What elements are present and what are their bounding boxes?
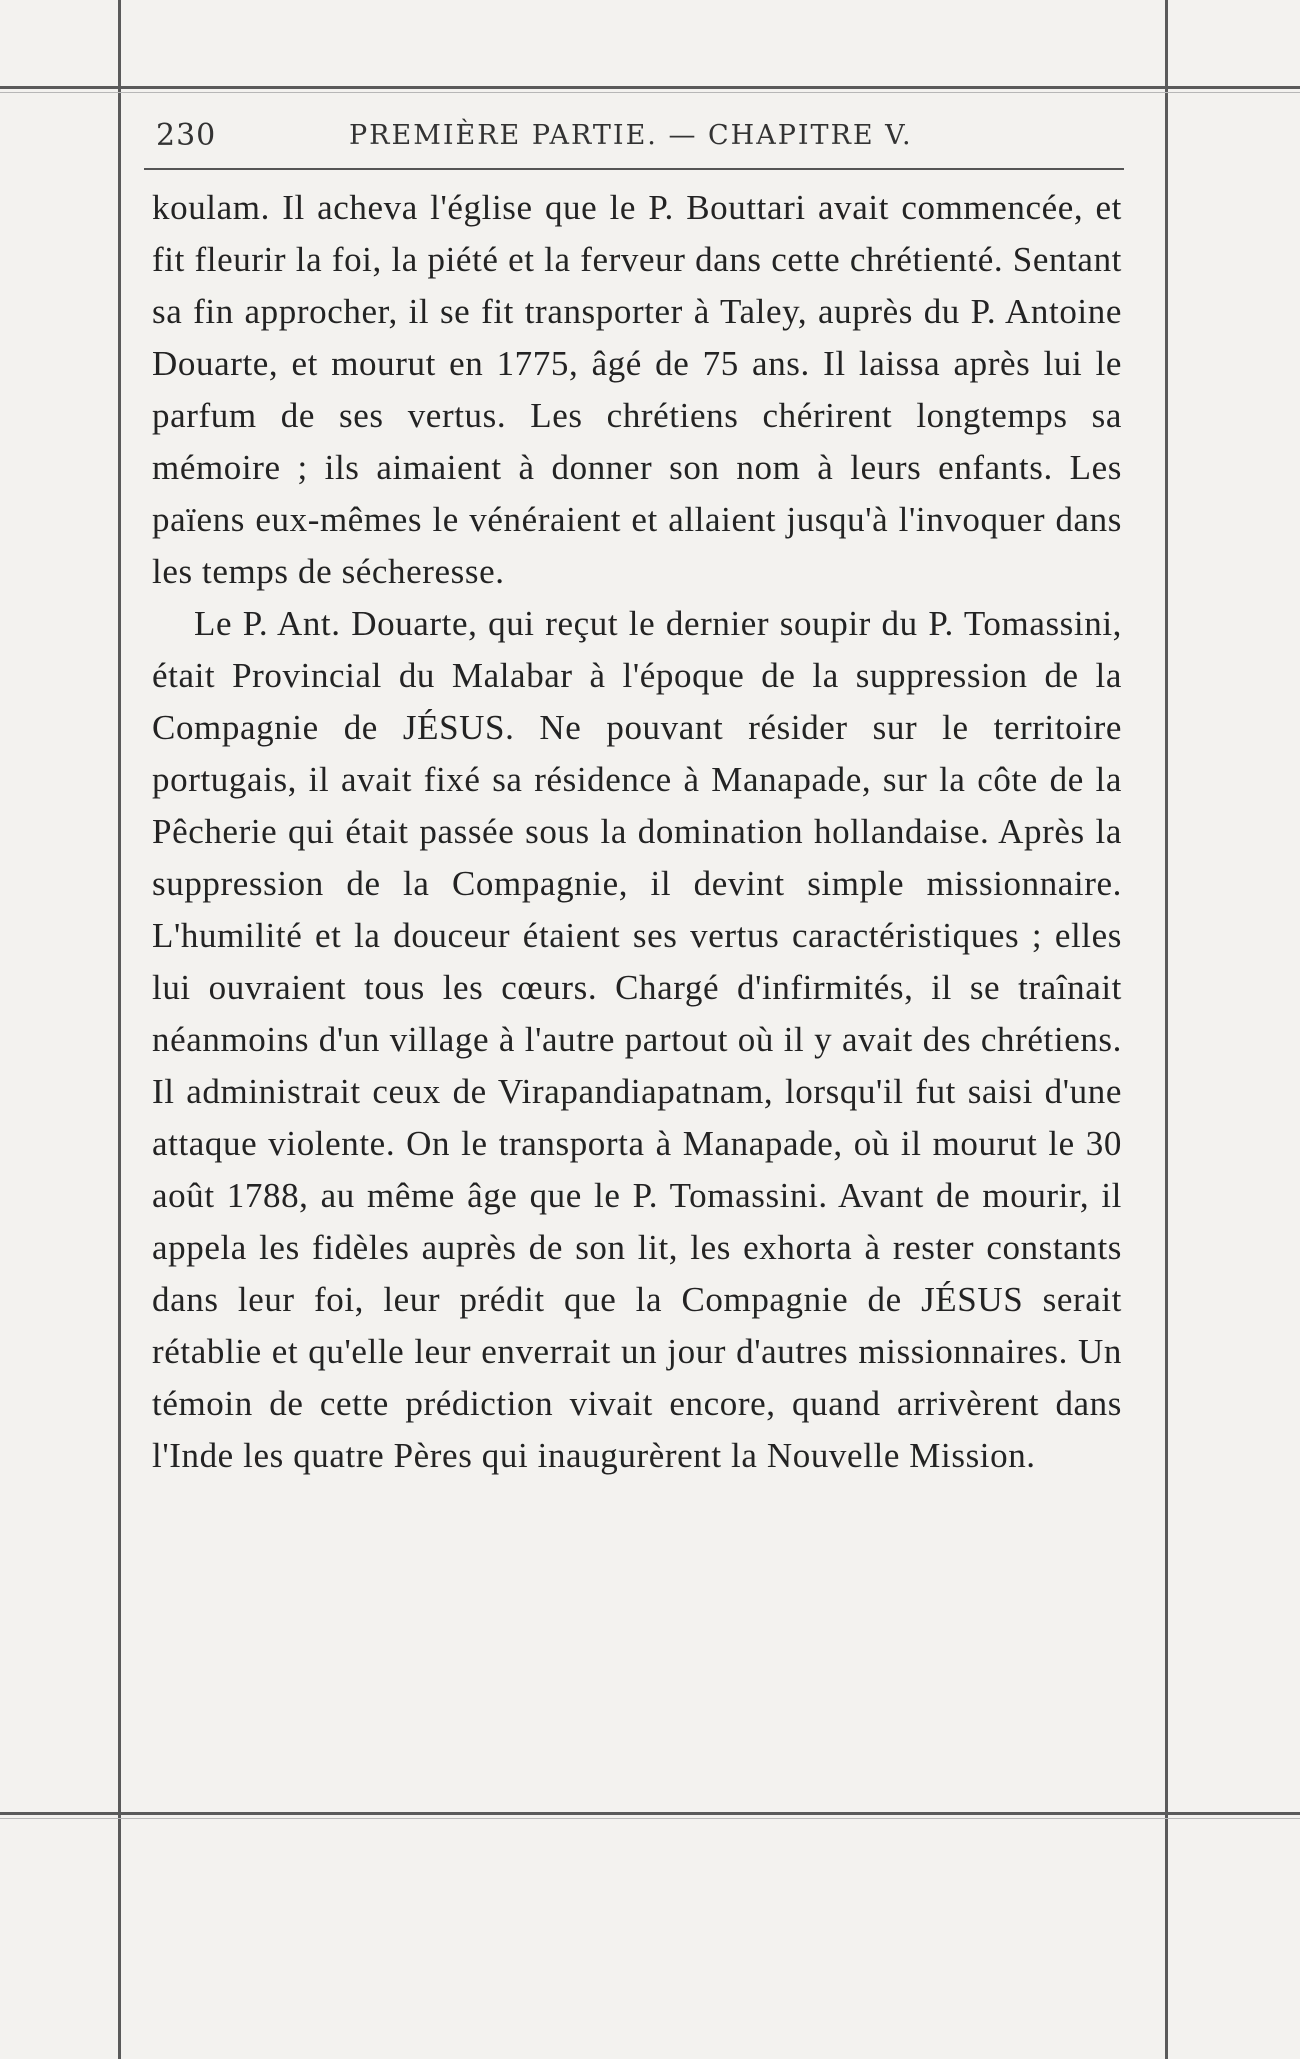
- scan-frame-bottom-line: [0, 1812, 1300, 1815]
- paragraph-1: koulam. Il acheva l'église que le P. Bouttari avait commencée, et fit fleurir la foi, la piété et la ferveur dans cette chrétienté. Sentant sa fin approcher, il se fit transporter à Taley, auprès du P. Antoine Douarte, et mourut en 1775, âgé de 75 ans. Il laissa après lui le parfum de ses vertus. Les chrétiens chérirent longtemps sa mémoire ; ils aimaient à donner son nom à leurs enfants. Les païens eux-mêmes le vénéraient et allaient jusqu'à l'invoquer dans les temps de sécheresse.: [152, 188, 1122, 591]
- scan-frame-right-line: [1165, 0, 1168, 2059]
- chapter-heading: PREMIÈRE PARTIE. — CHAPITRE V.: [349, 120, 913, 151]
- scan-frame-top-faint-line: [0, 92, 1300, 93]
- body-text: [152, 182, 1122, 1482]
- scan-frame-bottom-faint-line: [0, 1818, 1300, 1819]
- header-rule: [144, 168, 1124, 170]
- paragraph-2: Le P. Ant. Douarte, qui reçut le dernier soupir du P. Tomassini, était Provincial du Malabar à l'époque de la suppression de la Compagnie de JÉSUS. Ne pouvant résider sur le territoire portugais, il avait fixé sa résidence à Manapade, sur la côte de la Pêcherie qui était passée sous la domination hollandaise. Après la suppression de la Compagnie, il devint simple missionnaire. L'humilité et la douceur étaient ses vertus caractéristiques ; elles lui ouvraient tous les cœurs. Chargé d'infirmités, il se traînait néanmoins d'un village à l'autre partout où il y avait des chrétiens. Il administrait ceux de Virapandiapatnam, lorsqu'il fut saisi d'une attaque violente. On le transporta à Manapade, où il mourut le 30 août 1788, au même âge que le P. Tomassini. Avant de mourir, il appela les fidèles auprès de son lit, les exhorta à rester constants dans leur foi, leur prédit que la Compagnie de JÉSUS serait rétablie et qu'elle leur enverrait un jour d'autres missionnaires. Un témoin de cette prédiction vivait encore, quand arrivèrent dans l'Inde les quatre Pères qui inaugurèrent la Nouvelle Mission.: [152, 604, 1122, 1475]
- page-number: 230: [156, 118, 217, 153]
- scan-frame-left-line: [118, 0, 121, 2059]
- book-page: [144, 112, 1134, 1475]
- scan-frame-top-line: [0, 86, 1300, 89]
- running-head: [144, 112, 1134, 152]
